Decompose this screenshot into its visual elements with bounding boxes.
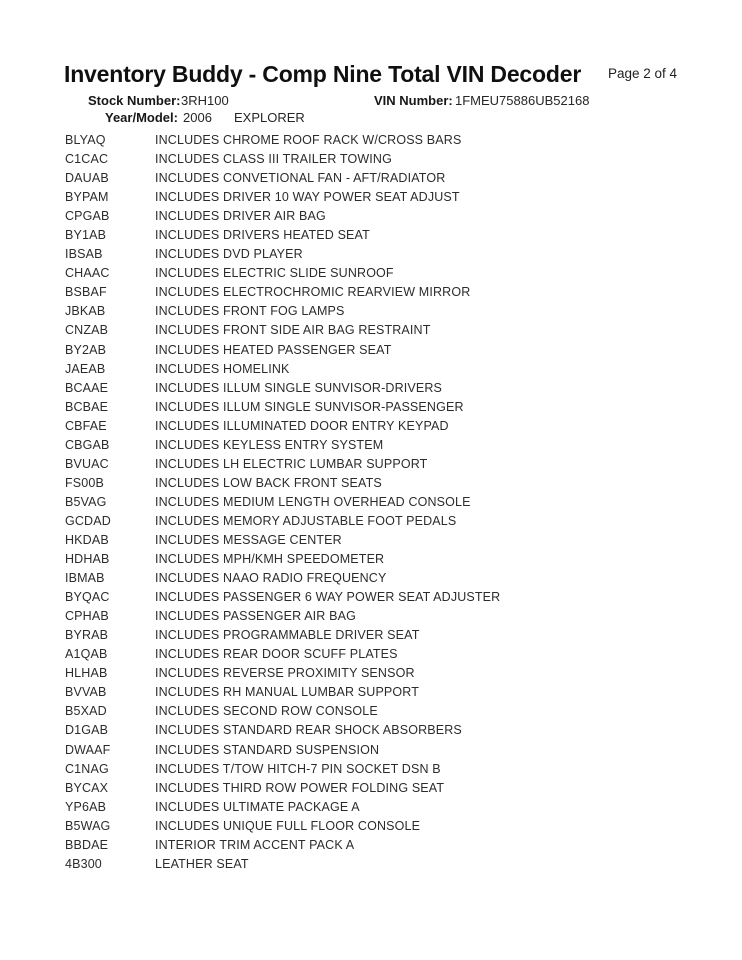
option-description: INCLUDES SECOND ROW CONSOLE xyxy=(155,704,378,719)
page-title: Inventory Buddy - Comp Nine Total VIN Decoder xyxy=(64,61,582,87)
option-row xyxy=(0,683,742,702)
option-row xyxy=(0,855,742,874)
option-code: CPGAB xyxy=(65,209,110,224)
option-row xyxy=(0,207,742,226)
option-description: INCLUDES MEMORY ADJUSTABLE FOOT PEDALS xyxy=(155,513,457,528)
option-description: INCLUDES ELECTRIC SLIDE SUNROOF xyxy=(155,266,394,281)
option-description: INCLUDES MESSAGE CENTER xyxy=(155,532,342,547)
option-description: INCLUDES PASSENGER AIR BAG xyxy=(155,609,356,624)
option-description: INCLUDES ILLUMINATED DOOR ENTRY KEYPAD xyxy=(155,418,449,433)
option-description: INCLUDES HOMELINK xyxy=(155,361,290,376)
option-row xyxy=(0,226,742,245)
option-row xyxy=(0,664,742,683)
option-description: INCLUDES UNIQUE FULL FLOOR CONSOLE xyxy=(155,818,421,833)
option-code: BYRAB xyxy=(65,628,109,643)
option-row xyxy=(0,264,742,283)
option-code: BCAAE xyxy=(65,380,109,395)
option-code: CBFAE xyxy=(65,418,107,433)
option-row xyxy=(0,817,742,836)
option-row xyxy=(0,741,742,760)
option-code: IBSAB xyxy=(65,247,103,262)
option-description: INCLUDES FRONT FOG LAMPS xyxy=(155,304,345,319)
option-row xyxy=(0,455,742,474)
option-row xyxy=(0,283,742,302)
option-code: BVVAB xyxy=(65,685,107,700)
option-row xyxy=(0,645,742,664)
option-description: LEATHER SEAT xyxy=(155,856,249,871)
option-row xyxy=(0,245,742,264)
option-description: INCLUDES FRONT SIDE AIR BAG RESTRAINT xyxy=(155,323,431,338)
option-description: INCLUDES DVD PLAYER xyxy=(155,247,303,262)
option-description: INTERIOR TRIM ACCENT PACK A xyxy=(155,837,355,852)
option-row xyxy=(0,588,742,607)
option-row xyxy=(0,626,742,645)
option-code: JBKAB xyxy=(65,304,106,319)
option-description: INCLUDES CLASS III TRAILER TOWING xyxy=(155,152,392,167)
option-code: HKDAB xyxy=(65,532,109,547)
option-description: INCLUDES DRIVER AIR BAG xyxy=(155,209,326,224)
option-code: BLYAQ xyxy=(65,133,106,147)
option-row xyxy=(0,798,742,817)
option-code: BYQAC xyxy=(65,590,110,605)
option-code: HLHAB xyxy=(65,666,108,681)
option-row xyxy=(0,150,742,169)
option-row xyxy=(0,836,742,855)
option-row xyxy=(0,379,742,398)
option-code: D1GAB xyxy=(65,723,109,738)
option-code: BY2AB xyxy=(65,342,107,357)
option-description: INCLUDES DRIVER 10 WAY POWER SEAT ADJUST xyxy=(155,190,460,205)
option-code: GCDAD xyxy=(65,513,111,528)
model-value: EXPLORER xyxy=(234,110,305,125)
option-description: INCLUDES REVERSE PROXIMITY SENSOR xyxy=(155,666,415,681)
vin-number-value: 1FMEU75886UB52168 xyxy=(455,93,590,108)
option-description: INCLUDES ILLUM SINGLE SUNVISOR-DRIVERS xyxy=(155,380,443,395)
option-row xyxy=(0,188,742,207)
option-description: INCLUDES REAR DOOR SCUFF PLATES xyxy=(155,647,398,662)
option-code: BCBAE xyxy=(65,399,109,414)
option-code: DWAAF xyxy=(65,742,111,757)
year-model-label: Year/Model: xyxy=(105,110,178,125)
option-row xyxy=(0,721,742,740)
page-indicator: Page 2 of 4 xyxy=(608,66,678,81)
option-row xyxy=(0,436,742,455)
option-code: C1NAG xyxy=(65,761,109,776)
option-row xyxy=(0,341,742,360)
option-description: INCLUDES ILLUM SINGLE SUNVISOR-PASSENGER xyxy=(155,399,464,414)
option-code: DAUAB xyxy=(65,171,109,186)
option-row xyxy=(0,779,742,798)
option-row xyxy=(0,569,742,588)
option-description: INCLUDES HEATED PASSENGER SEAT xyxy=(155,342,392,357)
option-description: INCLUDES THIRD ROW POWER FOLDING SEAT xyxy=(155,780,445,795)
option-code: A1QAB xyxy=(65,647,108,662)
option-code: BBDAE xyxy=(65,837,109,852)
option-code: IBMAB xyxy=(65,571,105,586)
option-description: INCLUDES ELECTROCHROMIC REARVIEW MIRROR xyxy=(155,285,471,300)
option-description: INCLUDES CONVETIONAL FAN - AFT/RADIATOR xyxy=(155,171,446,186)
option-description: INCLUDES CHROME ROOF RACK W/CROSS BARS xyxy=(155,133,462,147)
option-row xyxy=(0,321,742,340)
stock-number-value: 3RH100 xyxy=(181,93,229,108)
option-description: INCLUDES DRIVERS HEATED SEAT xyxy=(155,228,370,243)
option-description: INCLUDES T/TOW HITCH-7 PIN SOCKET DSN B xyxy=(155,761,441,776)
option-row xyxy=(0,360,742,379)
option-code: YP6AB xyxy=(65,799,107,814)
option-row xyxy=(0,417,742,436)
option-description: INCLUDES ULTIMATE PACKAGE A xyxy=(155,799,360,814)
option-row xyxy=(0,702,742,721)
option-code: B5XAD xyxy=(65,704,107,719)
stock-number-label: Stock Number: xyxy=(88,93,181,108)
option-code: BYPAM xyxy=(65,190,109,205)
option-description: INCLUDES MPH/KMH SPEEDOMETER xyxy=(155,552,385,567)
option-row xyxy=(0,493,742,512)
option-code: BY1AB xyxy=(65,228,107,243)
options-list xyxy=(0,131,742,874)
option-code: B5WAG xyxy=(65,818,111,833)
option-code: CNZAB xyxy=(65,323,109,338)
option-code: FS00B xyxy=(65,475,104,490)
option-description: INCLUDES STANDARD SUSPENSION xyxy=(155,742,380,757)
option-row xyxy=(0,474,742,493)
option-code: CHAAC xyxy=(65,266,110,281)
option-row xyxy=(0,531,742,550)
option-row xyxy=(0,169,742,188)
option-description: INCLUDES LOW BACK FRONT SEATS xyxy=(155,475,382,490)
option-code: 4B300 xyxy=(65,856,102,871)
option-description: INCLUDES NAAO RADIO FREQUENCY xyxy=(155,571,387,586)
option-row xyxy=(0,512,742,531)
option-description: INCLUDES STANDARD REAR SHOCK ABSORBERS xyxy=(155,723,462,738)
option-code: BSBAF xyxy=(65,285,107,300)
vin-number-label: VIN Number: xyxy=(374,93,453,108)
option-row xyxy=(0,760,742,779)
option-description: INCLUDES MEDIUM LENGTH OVERHEAD CONSOLE xyxy=(155,494,471,509)
option-code: HDHAB xyxy=(65,552,110,567)
option-code: C1CAC xyxy=(65,152,109,167)
option-description: INCLUDES PASSENGER 6 WAY POWER SEAT ADJUSTER xyxy=(155,590,501,605)
option-row xyxy=(0,607,742,626)
option-code: B5VAG xyxy=(65,494,107,509)
option-code: BVUAC xyxy=(65,456,109,471)
option-description: INCLUDES LH ELECTRIC LUMBAR SUPPORT xyxy=(155,456,428,471)
option-description: INCLUDES RH MANUAL LUMBAR SUPPORT xyxy=(155,685,420,700)
option-row xyxy=(0,398,742,417)
option-code: BYCAX xyxy=(65,780,109,795)
option-description: INCLUDES PROGRAMMABLE DRIVER SEAT xyxy=(155,628,420,643)
option-description: INCLUDES KEYLESS ENTRY SYSTEM xyxy=(155,437,384,452)
option-row xyxy=(0,131,742,150)
option-row xyxy=(0,302,742,321)
option-code: CBGAB xyxy=(65,437,110,452)
option-row xyxy=(0,550,742,569)
year-value: 2006 xyxy=(183,110,212,125)
option-code: CPHAB xyxy=(65,609,109,624)
option-code: JAEAB xyxy=(65,361,106,376)
